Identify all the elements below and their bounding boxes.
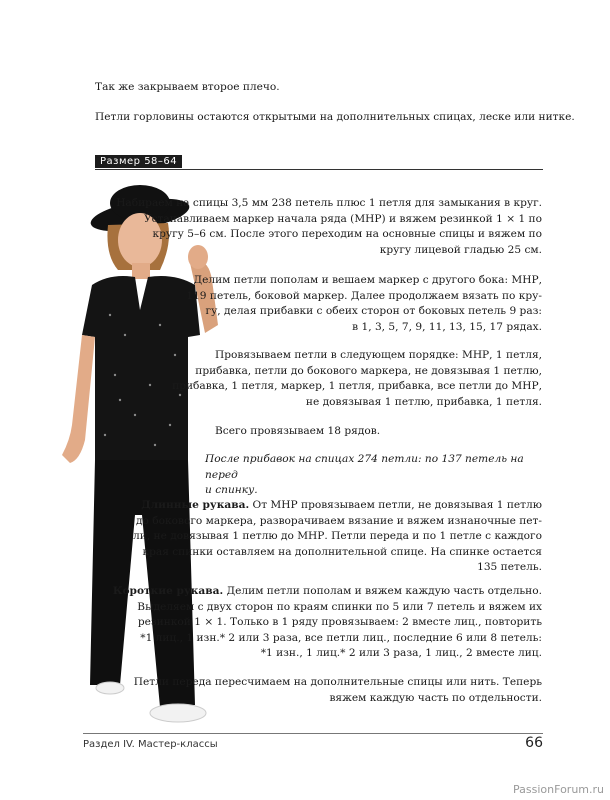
paragraph-divide: Делим петли пополам и вешаем маркер с другого бока: МНР, 119 петель, боковой маркер. Далее продолжаем вязать по кру- гу, делая прибавки с обеих сторон от боковых петель 9 раз: в 1, 3, 5, 7, 9, 11, 13, 15, 17 рядах. <box>186 274 542 333</box>
section-header <box>95 155 543 170</box>
paragraph-short-sleeves: Короткие рукава. Делим петли пополам и вяжем каждую часть отдельно. Выделяем с двух сторон по краям спинки по 5 или 7 петель и вяжем их резинкой 1 × 1. Только в 1 ряду провязываем: 2 вместе лиц., повторить *1 лиц., 1 изн.* 2 или 3 раза, все петли лиц., последние 6 или 8 петель: *1 изн., 1 лиц.* 2 или 3 раза, 1 лиц., 2 вместе лиц. <box>112 585 542 659</box>
footer-section: Раздел IV. Мастер-классы <box>83 739 218 750</box>
watermark: PassionForum.ru <box>513 783 604 796</box>
footer-divider <box>83 733 543 734</box>
paragraph-total-rows: Всего провязываем 18 рядов. <box>215 425 381 437</box>
page-number: 66 <box>525 735 543 751</box>
paragraph-front-stitches: Петли переда пересчимаем на дополнительные спицы или нить. Теперь вяжем каждую часть по отдельности. <box>133 676 542 704</box>
intro-line-1: Так же закрываем второе плечо. <box>95 81 280 93</box>
intro-line-2: Петли горловины остаются открытыми на дополнительных спицах, леске или нитке. <box>95 111 575 123</box>
paragraph-cast-on: Набираем на спицы 3,5 мм 238 петель плюс 1 петля для замыкания в круг. Устанавливаем маркер начала ряда (МНР) и вяжем резинкой 1 × 1 по кругу 5–6 см. После этого переходим на основные спицы и вяжем по кругу лицевой гладью 25 см. <box>116 197 542 256</box>
paragraph-long-sleeves: Длинные рукава. От МНР провязываем петли, не довязывая 1 петлю до бокового маркера, разворачиваем вязание и вяжем изнаночные пет- ли, не довязывая 1 петлю до МНР. Петли переда и по 1 петле с каждого края спинки оставляем на дополнительной спице. На спинке остается 135 петель. <box>133 499 542 573</box>
paragraph-order: Провязываем петли в следующем порядке: МНР, 1 петля, прибавка, петли до бокового маркера, не довязывая 1 петлю, прибавка, 1 петля, маркер, 1 петля, прибавка, все петли до МНР, не довязывая 1 петлю, прибавка, 1 петля. <box>172 349 542 408</box>
section-label: Размер 58–64 <box>95 155 182 168</box>
paragraph-after-increases: После прибавок на спицах 274 петли: по 137 петель на перед и спинку. <box>205 453 524 496</box>
